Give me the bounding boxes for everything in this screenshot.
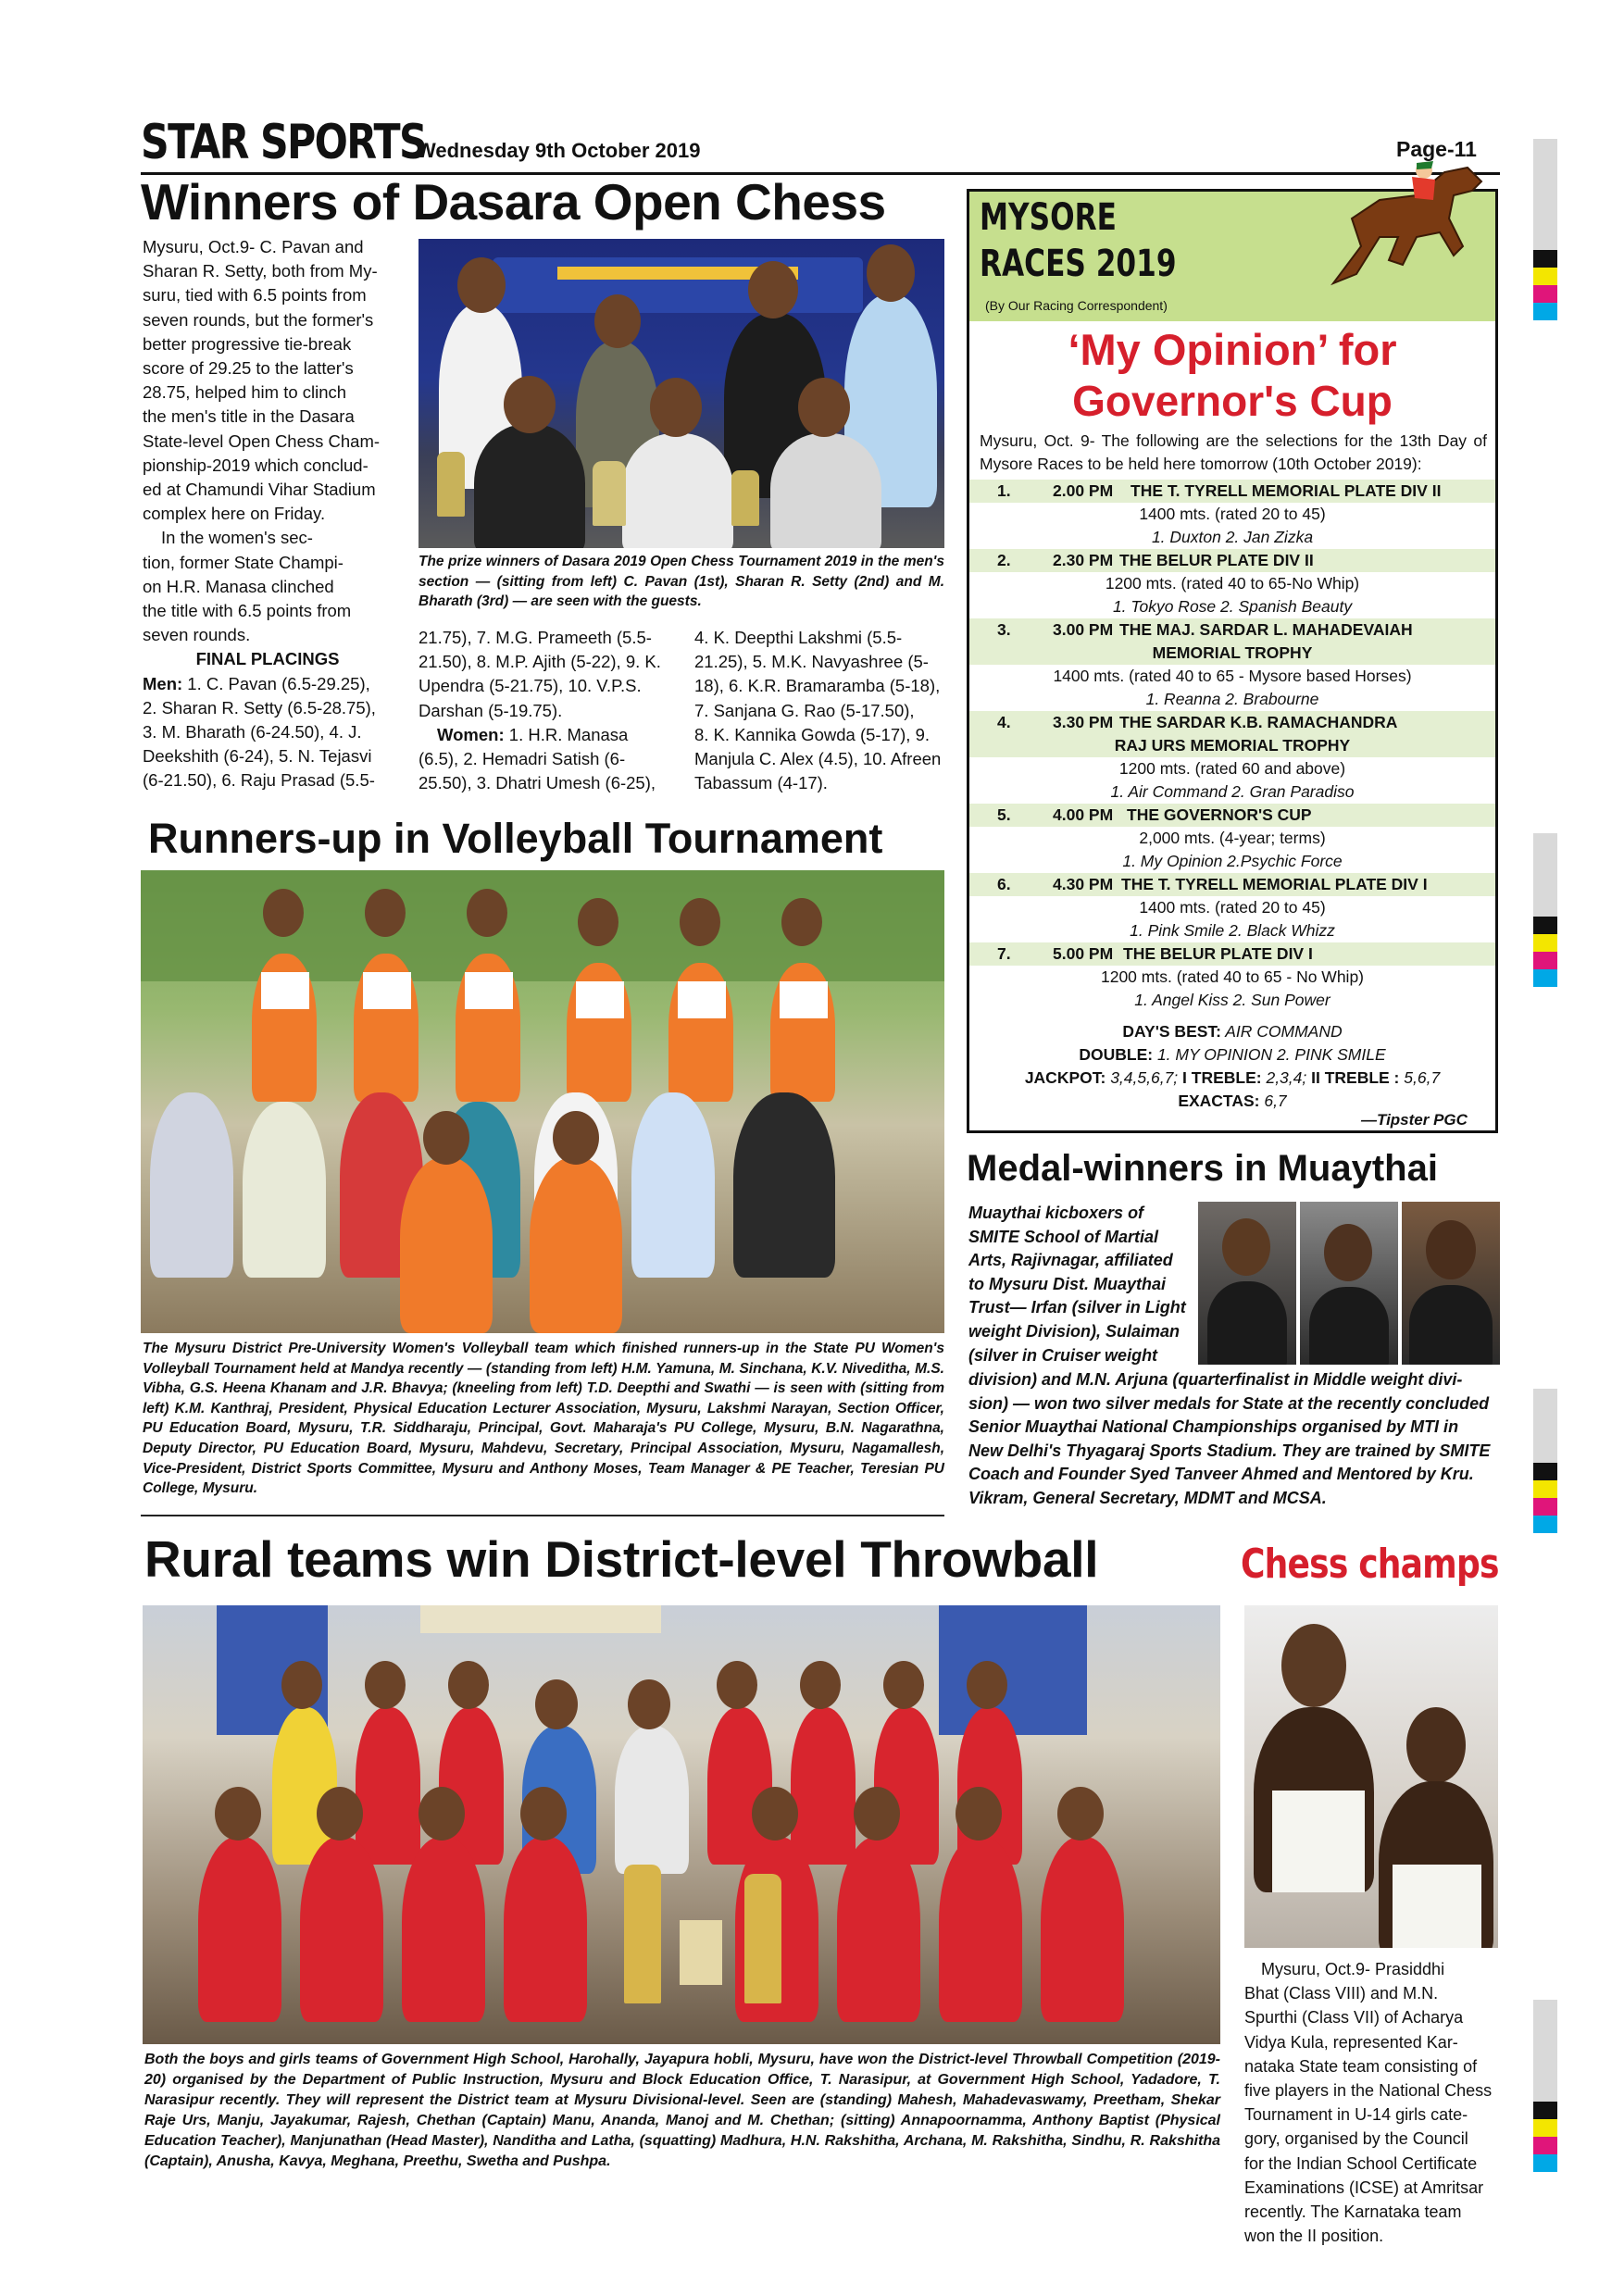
racehorse-icon (1315, 144, 1496, 302)
chess-line: 21.25), 5. M.K. Navyashree (5- (694, 652, 929, 672)
muaythai-line: weight Division), Sulaiman (968, 1321, 1181, 1341)
throwball-caption: Both the boys and girls teams of Government High School, Harohally, Jayapura hobli, Mysuru, have won the District-level Throwball Competition (2019-20) organised by the Department of Public Instruction, Mysuru and Block Education Office, T. Narasipur, at Government High School, Yadadore, T. Narasipur recently. They will represent the District team at Mysuru Divisional-level. Seen are (standing) Mahesh, Mahadevaswamy, Preetham, Shekar Raje Urs, Manju, Jayakumar, Rajesh, Chethan (Captain) Manu, Ananda, Manoj and M. Chethan; (sitting) Annapoornamma, Anthony Baptist (Physical Education Teacher), Manjunathan (Head Master), Nanditha and Latha, (squatting) Madhura, H.N. Rakshitha, Archana, M. Rakshitha, Sindhu, R. Rakshitha (Captain), Anusha, Kavya, Meghana, Preethu, Swetha and Pushpa. (144, 2052, 1220, 2169)
men-label: Men: (143, 673, 183, 693)
dateline: Wednesday 9th October 2019 (417, 139, 701, 162)
throwball-photo (143, 1605, 1220, 2044)
chess-line: ed at Chamundi Vihar Stadium (143, 480, 376, 500)
chess-champs-line: Bhat (Class VIII) and M.N. (1244, 1984, 1439, 2003)
race-picks: 1. Angel Kiss 2. Sun Power (1134, 991, 1330, 1009)
chess-column-3 (694, 626, 944, 795)
chess-champs-text (1244, 1957, 1498, 2248)
trophy (744, 1874, 781, 2003)
trophy (624, 1865, 661, 2003)
days-best: DAY'S BEST: AIR COMMAND (1122, 1022, 1343, 1041)
page-number: Page-11 (1396, 137, 1477, 161)
chess-photo-caption: The prize winners of Dasara 2019 Open Chess Tournament 2019 in the men's section — (sitting from left) C. Pavan (1st), Sharan R. Setty (2nd) and M. Bharath (3rd) — are seen with the guests. (418, 554, 944, 610)
muaythai-photo-1 (1198, 1202, 1296, 1365)
chess-line: 7. Sanjana G. Rao (5-17.50), (694, 700, 915, 720)
chess-women-line: Women: 1. H.R. Manasa (437, 724, 629, 744)
race-row-5: 5. 4.00 PM THE GOVERNOR'S CUP (969, 804, 1495, 827)
jackpot-trebles: JACKPOT: 3,4,5,6,7; I TREBLE: 2,3,4; II TREBLE : 5,6,7 (1024, 1068, 1441, 1087)
muaythai-photo-2 (1300, 1202, 1398, 1365)
race-picks: 1. Tokyo Rose 2. Spanish Beauty (1112, 597, 1353, 616)
opinion-title: ‘My Opinion’ for (1068, 325, 1397, 374)
certificate (1272, 1791, 1365, 1892)
chess-champs-photo (1244, 1605, 1498, 1948)
muaythai-line: to Mysuru Dist. Muaythai (968, 1274, 1167, 1293)
chess-line: 3. M. Bharath (6-24.50), 4. J. (143, 722, 362, 742)
race-picks: 1. Reanna 2. Brabourne (1145, 690, 1319, 708)
chess-line: better progressive tie-break (143, 333, 352, 354)
chess-champs-line: for the Indian School Certificate (1244, 2153, 1478, 2173)
window (939, 1605, 1087, 1735)
chess-line: Tabassum (4-17). (694, 773, 828, 793)
race-row-6: 6. 4.30 PM THE T. TYRELL MEMORIAL PLATE DIV I (969, 873, 1495, 896)
race-row-2: 2. 2.30 PM THE BELUR PLATE DIV II (969, 549, 1495, 572)
race-detail: 1400 mts. (rated 40 to 65 - Mysore based Horses) (1053, 667, 1412, 685)
muaythai-wide-text (968, 1368, 1500, 1511)
chess-line: State-level Open Chess Cham- (143, 430, 381, 451)
race-picks: 1. Duxton 2. Jan Zizka (1151, 528, 1314, 546)
chess-line: seven rounds. (143, 625, 251, 645)
muaythai-headline: Medal-winners in Muaythai (967, 1148, 1438, 1189)
chess-line: Upendra (5-21.75), 10. V.P.S. (418, 676, 642, 696)
chess-line: (6-21.50), 6. Raju Prasad (5.5- (143, 770, 375, 791)
muaythai-line: Coach and Founder Syed Tanveer Ahmed and Mentored by Kru. (968, 1465, 1474, 1484)
muaythai-narrow-text (968, 1202, 1187, 1367)
certificate (261, 972, 309, 1009)
chess-champs-line: gory, organised by the Council (1244, 2129, 1468, 2149)
chess-champs-line: nataka State team consisting of (1244, 2056, 1478, 2076)
muaythai-line: sion) — won two silver medals for State at the recently concluded (968, 1393, 1490, 1413)
masthead: STAR SPORTS (141, 115, 427, 170)
opinion-subtitle: Governor's Cup (1072, 377, 1393, 425)
muaythai-line: division) and M.N. Arjuna (quarterfinalist in Middle weight divi- (968, 1370, 1463, 1389)
race-detail: 1200 mts. (rated 40 to 65 - No Whip) (1100, 967, 1365, 986)
trophy-base (680, 1920, 722, 1985)
chess-photo (418, 239, 944, 548)
race-detail: 1200 mts. (rated 60 and above) (1118, 759, 1346, 778)
chess-champs-line: Examinations (ICSE) at Amritsar (1244, 2177, 1484, 2197)
volleyball-caption: The Mysuru District Pre-University Women's Volleyball team which finished runners-up in the State PU Women's Volleyball Tournament held at Mandya recently — (standing from left) H.M. Yamuna, M. Sinchana, K.V. Niveditha, M.S. Vibha, G.S. Heena Khanam and J.R. Bhavya; (kneeling from left) T.D. Deepthi and Swathi — is seen with (sitting from left) K.M. Kanthraj, President, Physical Education Lecturer Association, Mysuru, Lakshmi Narayan, Section Officer, PU Education Board, Mysuru, T.R. Siddharaju, Principal, Govt. Maharaja's PU College, Mysuru, B.N. Nagarathna, Deputy Director, PU Education Board, Mysuru, Mahdevu, Secretary, Principal Association, Mysuru, Nagamallesh, Vice-President, District Sports Committee, Mysuru and Anthony Moses, Team Manager & PE Teacher, Teresian PU College, Mysuru. (143, 1341, 944, 1497)
chess-headline: Winners of Dasara Open Chess (141, 173, 886, 231)
muaythai-line: SMITE School of Martial (968, 1227, 1159, 1246)
races-title-line: RACES 2019 (980, 243, 1177, 285)
muaythai-photo-3 (1402, 1202, 1500, 1365)
chess-column-1 (143, 235, 393, 793)
chess-line: Mysuru, Oct.9- C. Pavan and (143, 237, 364, 256)
chess-line: In the women's sec- (161, 528, 313, 548)
chess-line: tion, former State Champi- (143, 552, 344, 572)
volleyball-photo (141, 870, 944, 1333)
registration-marks (1533, 139, 1557, 320)
muaythai-line: Senior Muaythai National Championships organised by MTI in (968, 1417, 1459, 1437)
chess-line: pionship-2019 which conclud- (143, 455, 369, 475)
exactas: EXACTAS: 6,7 (1178, 1092, 1287, 1110)
chess-champs-headline: Chess champs (1241, 1541, 1499, 1588)
trophy (437, 452, 465, 517)
chess-line: (6.5), 2. Hemadri Satish (6- (418, 749, 626, 769)
racing-correspondent: (By Our Racing Correspondent) (985, 298, 1168, 313)
chess-line: Sharan R. Setty, both from My- (143, 261, 378, 281)
banner (493, 257, 863, 313)
chess-line: 2. Sharan R. Setty (6.5-28.75), (143, 697, 376, 718)
chess-line: Manjula C. Alex (4.5), 10. Afreen (694, 749, 942, 769)
race-detail: 2,000 mts. (4-year; terms) (1139, 829, 1326, 847)
chess-line: on H.R. Manasa clinched (143, 576, 334, 596)
races-title (980, 194, 1177, 287)
certificate (465, 972, 513, 1009)
muaythai-line: Trust— Irfan (silver in Light (968, 1298, 1186, 1317)
certificate (1393, 1865, 1481, 1948)
certificate (678, 981, 726, 1018)
sign-board (420, 1605, 661, 1633)
chess-line: Deekshith (6-24), 5. N. Tejasvi (143, 746, 372, 767)
chess-champs-line: Mysuru, Oct.9- Prasiddhi (1261, 1960, 1445, 1978)
registration-marks (1533, 833, 1557, 987)
volleyball-headline: Runners-up in Volleyball Tournament (148, 815, 883, 862)
chess-champs-line: five players in the National Chess (1244, 2081, 1493, 2101)
chess-line: the title with 6.5 points from (143, 601, 352, 621)
divider (141, 1515, 944, 1516)
trophy (593, 461, 626, 526)
chess-champs-line: won the II position. (1244, 2227, 1384, 2246)
double: DOUBLE: 1. MY OPINION 2. PINK SMILE (1079, 1045, 1386, 1064)
race-picks: 1. Air Command 2. Gran Paradiso (1110, 782, 1355, 801)
chess-champs-line: recently. The Karnataka team (1244, 2202, 1462, 2222)
registration-marks (1533, 2000, 1557, 2172)
final-placings-heading: FINAL PLACINGS (195, 649, 340, 669)
chess-line: suru, tied with 6.5 points from (143, 285, 367, 306)
muaythai-line: Muaythai kicboxers of (968, 1204, 1144, 1222)
races-title-line: MYSORE (980, 196, 1117, 239)
chess-men-line: Men: 1. C. Pavan (6.5-29.25), (143, 673, 370, 693)
race-row-4: 4. 3.30 PM THE SARDAR K.B. RAMACHANDRA (969, 711, 1495, 734)
chess-line: 21.75), 7. M.G. Prameeth (5.5- (418, 628, 652, 647)
race-detail: 1200 mts. (rated 40 to 65-No Whip) (1105, 574, 1360, 593)
chess-line: 25.50), 3. Dhatri Umesh (6-25), (418, 773, 656, 793)
chess-line: complex here on Friday. (143, 504, 326, 524)
races-intro: Mysuru, Oct. 9- The following are the selections for the 13th Day of Mysore Races to be held here tomorrow (10th October 2019): (980, 431, 1487, 473)
muaythai-line: New Delhi's Thyagaraj Sports Stadium. They are trained by SMITE (968, 1441, 1491, 1460)
certificate (780, 981, 828, 1018)
race-row-3-cont: MEMORIAL TROPHY (969, 642, 1495, 665)
chess-line: 28.75, helped him to clinch (143, 382, 347, 403)
muaythai-line: Arts, Rajivnagar, affiliated (968, 1251, 1173, 1270)
chess-champs-line: Tournament in U-14 girls cate- (1244, 2105, 1468, 2125)
chess-column-2 (418, 626, 668, 795)
certificate (576, 981, 624, 1018)
chess-line: 4. K. Deepthi Lakshmi (5.5- (694, 628, 903, 647)
chess-line: 21.50), 8. M.P. Ajith (5-22), 9. K. (418, 652, 661, 672)
chess-line: 8. K. Kannika Gowda (5-17), 9. (694, 724, 930, 744)
chess-line: the men's title in the Dasara (143, 406, 355, 427)
chess-line: Darshan (5-19.75). (418, 700, 563, 720)
muaythai-line: Vikram, General Secretary, MDMT and MCSA. (968, 1488, 1327, 1507)
chess-champs-line: Vidya Kula, represented Kar- (1244, 2032, 1458, 2052)
race-detail: 1400 mts. (rated 20 to 45) (1139, 898, 1326, 917)
certificate (363, 972, 411, 1009)
chess-line: score of 29.25 to the latter's (143, 358, 354, 379)
chess-line: 18), 6. K.R. Bramaramba (5-18), (694, 676, 941, 696)
race-row-1: 1. 2.00 PM THE T. TYRELL MEMORIAL PLATE DIV II (969, 480, 1495, 503)
throwball-headline: Rural teams win District-level Throwball (144, 1530, 1099, 1588)
trophy (731, 470, 759, 526)
trees (141, 870, 944, 981)
race-row-7: 7. 5.00 PM THE BELUR PLATE DIV I (969, 942, 1495, 966)
tipster: —Tipster PGC (1361, 1111, 1468, 1129)
muaythai-line: (silver in Cruiser weight (968, 1345, 1158, 1365)
chess-champs-line: Spurthi (Class VII) of Acharya (1244, 2008, 1464, 2028)
race-picks: 1. Pink Smile 2. Black Whizz (1130, 921, 1335, 940)
race-picks: 1. My Opinion 2.Psychic Force (1122, 852, 1343, 870)
race-detail: 1400 mts. (rated 20 to 45) (1139, 505, 1326, 523)
race-row-3: 3. 3.00 PM THE MAJ. SARDAR L. MAHADEVAIAH (969, 618, 1495, 642)
registration-marks (1533, 1389, 1557, 1533)
chess-line: seven rounds, but the former's (143, 309, 374, 330)
race-row-4-cont: RAJ URS MEMORIAL TROPHY (969, 734, 1495, 757)
women-label: Women: (437, 724, 505, 744)
